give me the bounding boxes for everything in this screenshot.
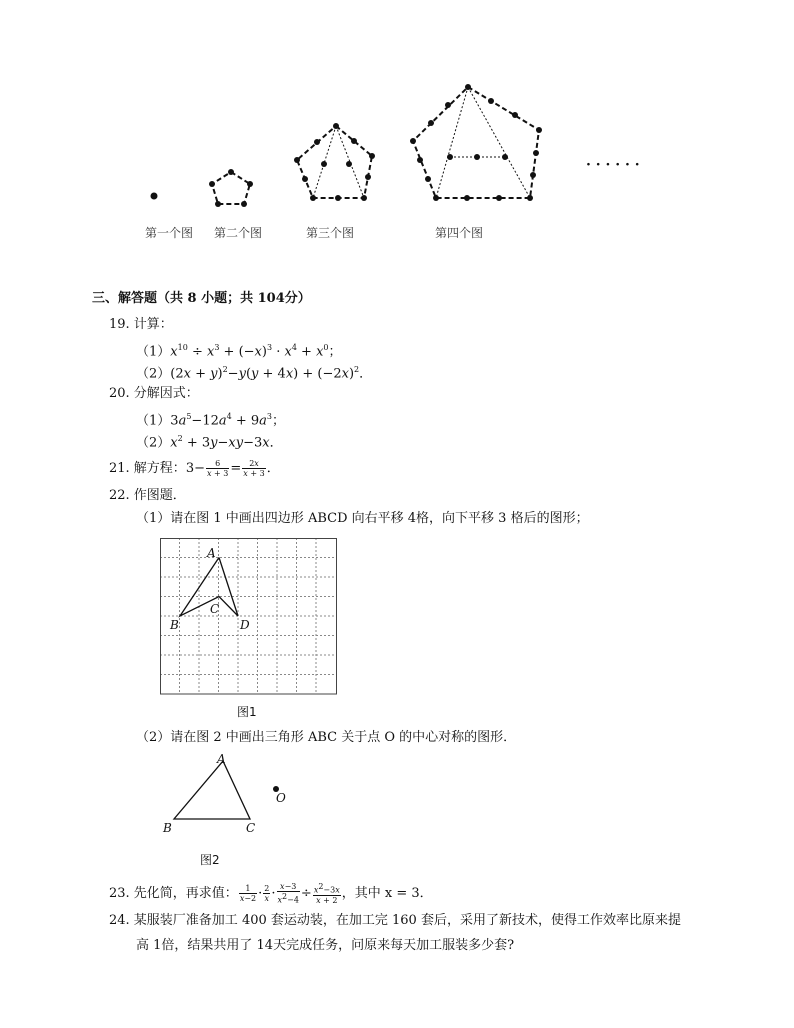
fig1-label-d: D bbox=[240, 618, 250, 632]
fig2-label-c: C bbox=[246, 821, 256, 835]
fig2-label-b: B bbox=[163, 821, 172, 835]
q23-expression: 23. 先化简，再求值： $\frac{1}{x-2}$ · $\frac{2}{x}$ · $\frac{x-3}{x^2-4}$ ÷ $\frac{x^2-3x}{x + 2}$ ，其中 x = 3． bbox=[109, 882, 433, 905]
section-title: 三、解答题（共 8 小题；共 104分） bbox=[92, 291, 311, 306]
figure3-caption: 第三个图 bbox=[306, 226, 355, 240]
q19-part1: $(1)x^{10} \div x^3 + (-x)^3 \cdot x^4 + x^0$； bbox=[136, 343, 342, 360]
fig1-label-b: B bbox=[170, 618, 179, 632]
figure2-pentagon bbox=[209, 169, 253, 207]
triangle-abc bbox=[174, 761, 250, 819]
grid-figure-1 bbox=[160, 538, 340, 698]
figure3-dots bbox=[294, 123, 375, 201]
q20-part2: $(2)x^2 + 3y-xy-3x$． bbox=[136, 434, 283, 451]
quadrilateral-abcd bbox=[180, 558, 238, 617]
figure4-caption: 第四个图 bbox=[435, 226, 484, 240]
pattern-ellipsis: · · · · · · bbox=[586, 157, 640, 173]
q20-title: 20. 分解因式： bbox=[109, 386, 199, 401]
figure1-dot bbox=[151, 193, 158, 200]
fig1-label-a: A bbox=[207, 546, 216, 560]
q24-line2: 高 1倍，结果共用了 14天完成任务，问原来每天加工服装多少套? bbox=[136, 938, 515, 953]
figure2-caption: 第二个图 bbox=[214, 226, 263, 240]
fig1-caption: 图1 bbox=[237, 705, 257, 719]
q24-line1: 24. 某服装厂准备加工 400 套运动装，在加工完 160 套后，采用了新技术，使得工作效率比原来提 bbox=[109, 913, 681, 928]
dot-pattern-figure bbox=[130, 75, 690, 210]
q22-title: 22. 作图题． bbox=[109, 488, 186, 503]
q22-part2: （2）请在图 2 中画出三角形 ABC 关于点 O 的中心对称的图形． bbox=[136, 730, 517, 745]
q21-equation: 21. 解方程：3− $\frac{6}{x + 3}$ = $\frac{2x}{x + 3}$ ． bbox=[109, 459, 280, 478]
q22-part1: （1）请在图 1 中画出四边形 ABCD 向右平移 4格，向下平移 3 格后的图形； bbox=[136, 511, 589, 526]
fig2-label-a: A bbox=[217, 752, 226, 766]
fig2-label-o: O bbox=[276, 791, 286, 805]
q19-part2: $(2)(2x + y)^2-y(y + 4x) + (-2x)^2$． bbox=[136, 365, 373, 382]
figure1-caption: 第一个图 bbox=[145, 226, 194, 240]
q19-title: 19. 计算： bbox=[109, 317, 173, 332]
fig2-caption: 图2 bbox=[200, 853, 220, 867]
q20-part1: $(1)3a^5-12a^4 + 9a^3$； bbox=[136, 412, 286, 429]
fig1-label-c: C bbox=[210, 602, 220, 616]
